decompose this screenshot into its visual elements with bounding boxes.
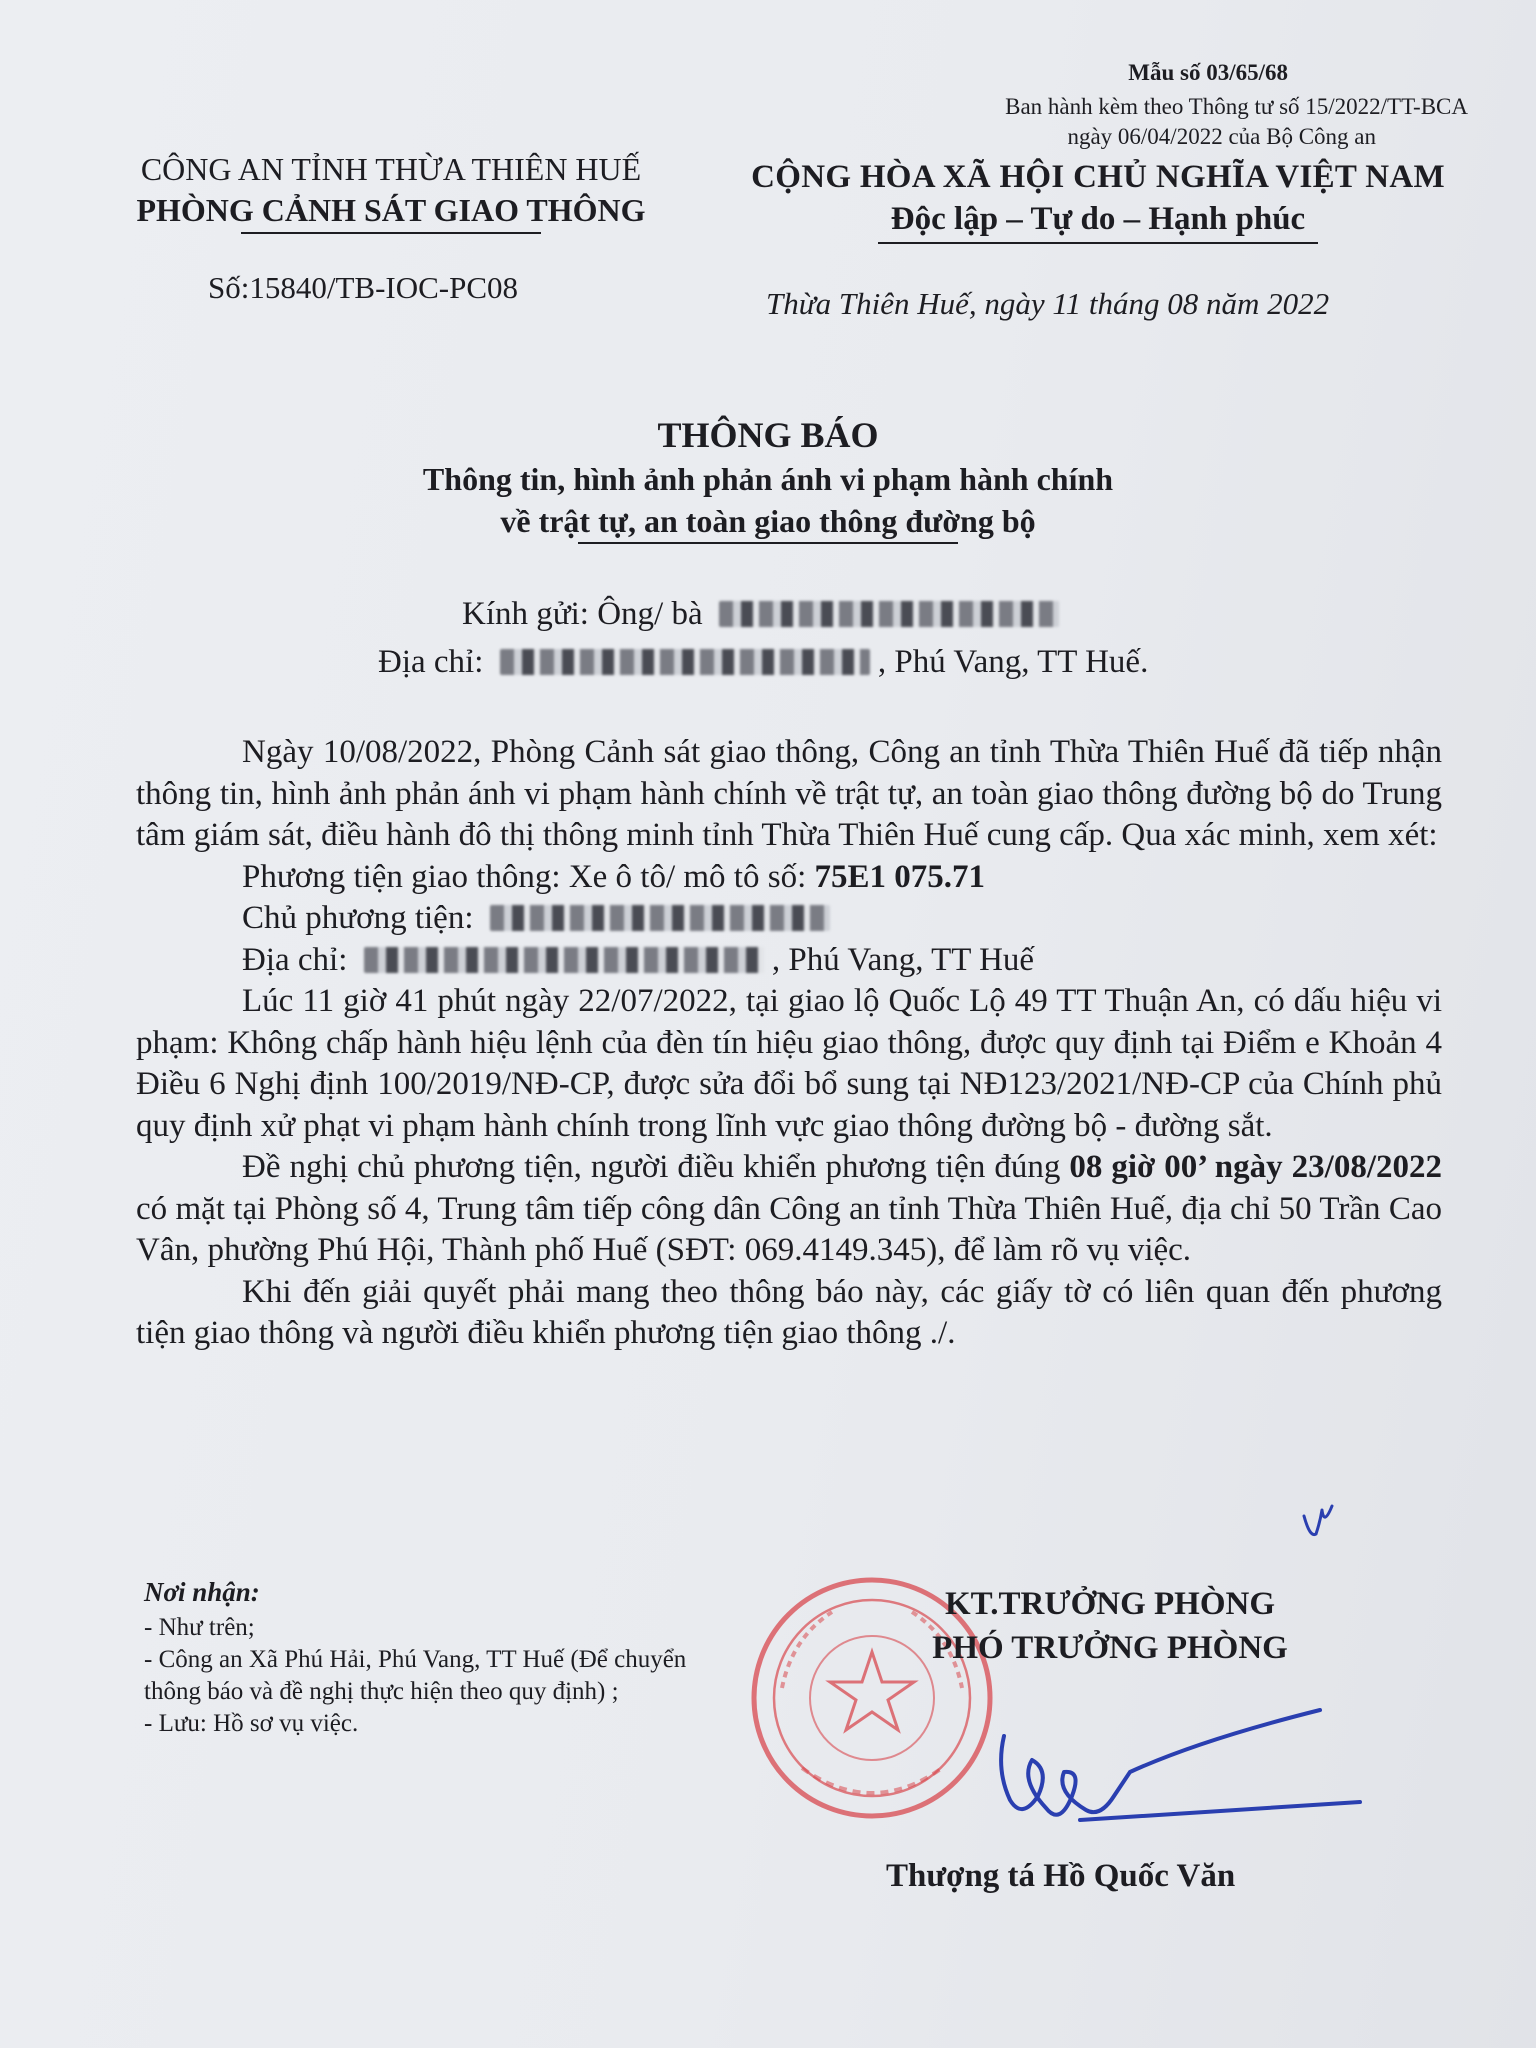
national-heading (722, 156, 1474, 244)
owner-label: Chủ phương tiện: (242, 900, 474, 936)
issuing-agency (104, 148, 678, 234)
handwritten-signature (900, 1700, 1380, 1840)
body-paragraph-3 (136, 1147, 1442, 1272)
agency-line1: CÔNG AN TỈNH THỪA THIÊN HUẾ (140, 151, 642, 187)
recipient-item: - Công an Xã Phú Hải, Phú Vang, TT Huế (Để chuyển thông báo và đề nghị thực hiện theo quy định) ; (144, 1646, 687, 1705)
nation-line1: CỘNG HÒA XÃ HỘI CHỦ NGHĨA VIỆT NAM (751, 159, 1445, 195)
handwritten-tick-mark (1298, 1502, 1338, 1542)
vehicle-plate: 75E1 075.71 (814, 858, 986, 895)
recipients-list (144, 1576, 744, 1740)
owner-address-line (136, 940, 1442, 982)
title-main: THÔNG BÁO (657, 415, 879, 455)
notice-body (136, 732, 1442, 1355)
recipients-heading: Nơi nhận: (144, 1577, 260, 1607)
owner-address-suffix: , Phú Vang, TT Huế (771, 941, 1035, 978)
redacted-name (719, 601, 1059, 627)
signature-block (870, 1582, 1350, 1670)
issued-by-line2: ngày 06/04/2022 của Bộ Công an (1067, 124, 1376, 149)
body-paragraph-1: Ngày 10/08/2022, Phòng Cảnh sát giao thông, Công an tỉnh Thừa Thiên Huế đã tiếp nhận thông tin, hình ảnh phản ánh vi phạm hành chính về trật tự, an toàn giao thông đường bộ do Trung tâm giám sát, điều hành đô thị thông minh tỉnh Thừa Thiên Huế cung cấp. Qua xác minh, xem xét: (136, 734, 1442, 853)
recipient-item: - Như trên; (144, 1614, 255, 1641)
body-paragraph-2: Lúc 11 giờ 41 phút ngày 22/07/2022, tại giao lộ Quốc Lộ 49 TT Thuận An, có dấu hiệu vi phạm: Không chấp hành hiệu lệnh của đèn tín hiệu giao thông, được quy định tại Điểm e Khoản 4 Điều 6 Nghị định 100/2019/NĐ-CP, được sửa đổi bổ sung tại NĐ123/2021/NĐ-CP của Chính phủ quy định xử phạt vi phạm hành chính trong lĩnh vực giao thông đường bộ - đường sắt. (136, 983, 1442, 1144)
title-underline (578, 542, 958, 544)
redacted-owner (490, 905, 830, 931)
notice-title (0, 412, 1536, 544)
title-line1: Thông tin, hình ảnh phản ánh vi phạm hành chính (422, 461, 1114, 497)
address-label: Địa chỉ: (378, 644, 484, 680)
reference-number: Số:15840/TB-IOC-PC08 (208, 270, 519, 305)
agency-line2: PHÒNG CẢNH SÁT GIAO THÔNG (136, 192, 646, 228)
redacted-address (500, 649, 870, 675)
nation-motto: Độc lập – Tự do – Hạnh phúc (890, 201, 1306, 237)
issued-by-line1: Ban hành kèm theo Thông tư số 15/2022/TT-BCA (1005, 94, 1468, 119)
owner-line (136, 898, 1442, 940)
p3-text-b: có mặt tại Phòng số 4, Trung tâm tiếp công dân Công an tỉnh Thừa Thiên Huế, địa chỉ 50 Trần Cao Vân, phường Phú Hội, Thành phố Huế (SĐT: 069.4149.345), để làm rõ vụ việc. (136, 1190, 1442, 1268)
recipient-line (462, 592, 1059, 636)
signature-title-2: PHÓ TRƯỞNG PHÒNG (932, 1630, 1288, 1666)
motto-underline (878, 242, 1318, 244)
address-suffix: , Phú Vang, TT Huế. (877, 644, 1149, 680)
agency-underline (241, 232, 541, 234)
signer-name: Thượng tá Hồ Quốc Văn (886, 1858, 1236, 1894)
owner-address-label: Địa chỉ: (242, 941, 348, 978)
body-paragraph-4: Khi đến giải quyết phải mang theo thông báo này, các giấy tờ có liên quan đến phương tiện giao thông và người điều khiển phương tiện giao thông ./. (136, 1273, 1442, 1351)
document-date: Thừa Thiên Huế, ngày 11 tháng 08 năm 2022 (766, 286, 1330, 321)
form-number: Mẫu số 03/65/68 (1128, 60, 1288, 85)
title-line2: về trật tự, an toàn giao thông đường bộ (500, 503, 1036, 539)
recipient-label: Kính gửi: Ông/ bà (462, 596, 703, 632)
p3-text-a: Đề nghị chủ phương tiện, người điều khiển phương tiện đúng (242, 1149, 1070, 1185)
signature-title-1: KT.TRƯỞNG PHÒNG (945, 1586, 1275, 1622)
vehicle-label: Phương tiện giao thông: Xe ô tô/ mô tô số: (242, 858, 807, 895)
appointment-time: 08 giờ 00’ ngày 23/08/2022 (1069, 1149, 1442, 1185)
recipient-item: - Lưu: Hồ sơ vụ việc. (144, 1710, 359, 1737)
vehicle-line (136, 857, 1442, 899)
redacted-owner-address (364, 947, 764, 973)
recipient-address-line (378, 640, 1148, 684)
